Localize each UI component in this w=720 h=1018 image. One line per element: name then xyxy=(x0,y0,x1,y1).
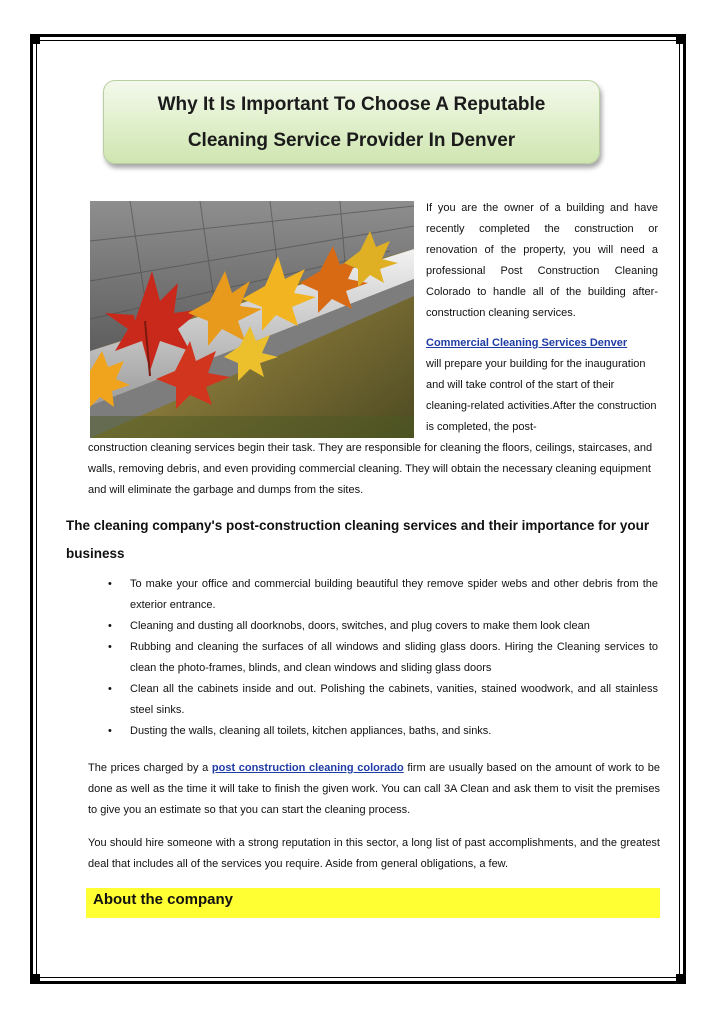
list-item xyxy=(108,721,658,742)
bullet-icon: • xyxy=(108,641,112,653)
prices-text-after: firm are usually based on the amount of work to be done as well as the time it will take to finish the given work. You can call 3A Clean and ask them to visit the premises to give you an estimate so that you can start the cleaning process. xyxy=(88,762,660,816)
gutter-leaves-image xyxy=(90,201,414,438)
list-item-text: Dusting the walls, cleaning all toilets, kitchen appliances, baths, and sinks. xyxy=(130,725,492,737)
title-box xyxy=(103,80,600,164)
commercial-cleaning-text: will prepare your building for the inauguration and will take control of the start of their cleaning-related activities.After the construction is completed, the post- xyxy=(426,358,657,433)
commercial-cleaning-paragraph xyxy=(426,333,658,438)
services-list xyxy=(108,574,658,742)
intro-paragraph: If you are the owner of a building and have recently completed the construction or renovation of the property, you will need a professional Post Construction Cleaning Colorado to handle all of the building after-construction cleaning services. xyxy=(426,202,658,319)
bullet-icon: • xyxy=(108,683,112,695)
frame-corner xyxy=(676,974,686,984)
list-item-text: Rubbing and cleaning the surfaces of all windows and sliding glass doors. Hiring the Cleaning services to clean the photo-frames, blinds, and clean windows and sliding glass doors xyxy=(130,641,658,674)
list-item xyxy=(108,637,658,679)
list-item xyxy=(108,679,658,721)
frame-corner xyxy=(30,974,40,984)
commercial-cleaning-link[interactable]: Commercial Cleaning Services Denver xyxy=(426,337,628,349)
page-title-line-2: Cleaning Service Provider In Denver xyxy=(187,130,516,151)
list-item-text: Cleaning and dusting all doorknobs, doors, switches, and plug covers to make them look clean xyxy=(130,620,590,632)
intro-continued-paragraph: construction cleaning services begin their task. They are responsible for cleaning the floors, ceilings, staircases, and walls, removing debris, and even providing commercial cleaning. They will obtain the necessary cleaning equipment and will eliminate the garbage and dumps from the sites. xyxy=(88,442,653,496)
prices-paragraph xyxy=(88,758,660,821)
list-item-text: To make your office and commercial building beautiful they remove spider webs and other debris from the exterior entrance. xyxy=(130,578,658,611)
section-heading: The cleaning company's post-construction cleaning services and their importance for your business xyxy=(66,518,650,561)
bullet-icon: • xyxy=(108,578,112,590)
post-construction-cleaning-link[interactable]: post construction cleaning colorado xyxy=(211,762,404,774)
about-company-heading: About the company xyxy=(86,888,660,918)
bullet-icon: • xyxy=(108,725,112,737)
bullet-icon: • xyxy=(108,620,112,632)
list-item xyxy=(108,574,658,616)
list-item-text: Clean all the cabinets inside and out. Polishing the cabinets, vanities, stained woodwork, and all stainless steel sinks. xyxy=(130,683,658,716)
frame-corner xyxy=(30,34,40,44)
page-title-line-1: Why It Is Important To Choose A Reputable xyxy=(157,94,546,115)
prices-text-before: The prices charged by a xyxy=(88,762,209,774)
hire-paragraph: You should hire someone with a strong reputation in this sector, a long list of past accomplishments, and the greatest deal that includes all of the services you require. Aside from general obligations, a few. xyxy=(88,837,660,870)
frame-corner xyxy=(676,34,686,44)
list-item xyxy=(108,616,658,637)
